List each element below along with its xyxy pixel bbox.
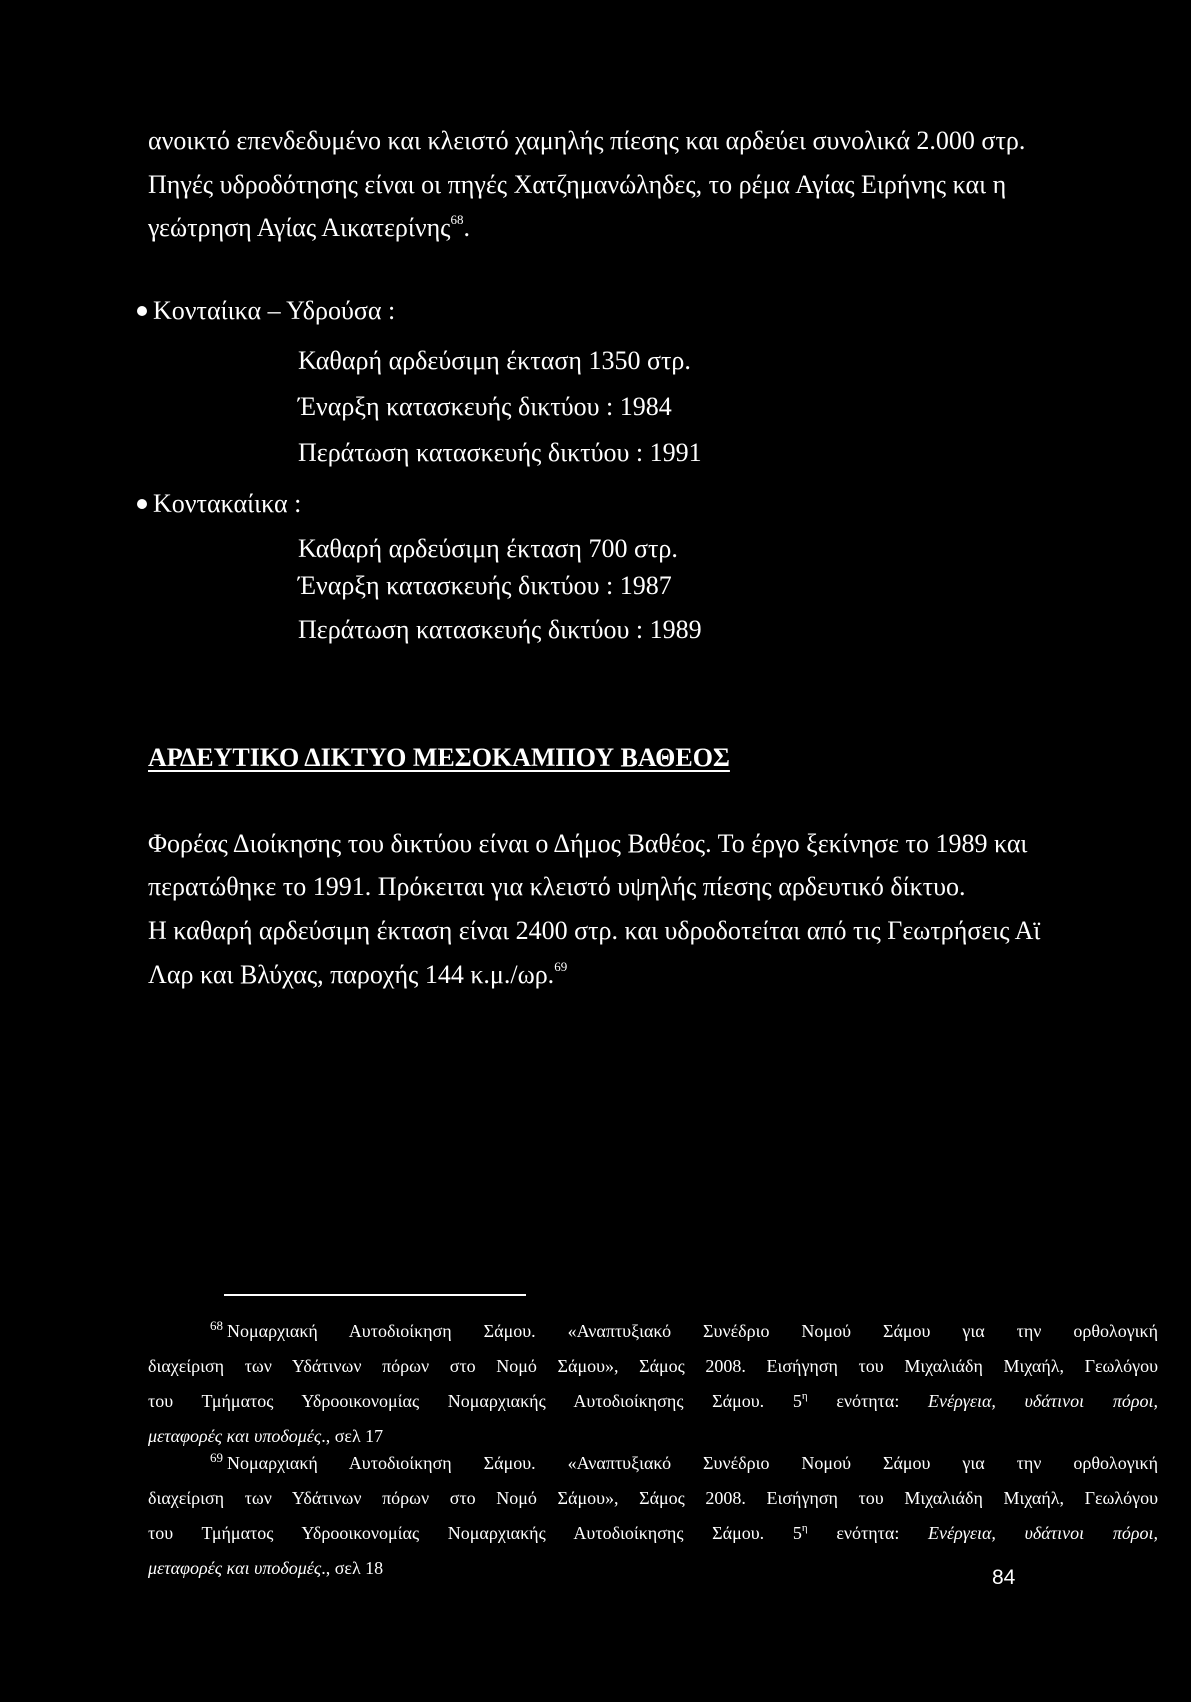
kontaiika-title-text: Κονταίικα – Υδρούσα :: [153, 296, 396, 325]
footnote-ref-68: 68: [450, 212, 464, 227]
section-line-3: Η καθαρή αρδεύσιμη έκταση είναι 2400 στρ. και υδροδοτείται από τις Γεωτρήσεις Αϊ: [148, 916, 1041, 945]
footnote-69-line-2: διαχείριση των Υδάτινων πόρων στο Νομό Σάμου», Σάμος 2008. Εισήγηση του Μιχαλιάδη Μιχαήλ, Γεωλόγου: [148, 1488, 1158, 1508]
section-line-4: [148, 960, 567, 990]
bullet-icon: [137, 306, 147, 316]
footnote-69-number: 69: [210, 1450, 223, 1465]
intro-line-3-end: .: [463, 213, 470, 242]
footnote-69-italic-3: Ενέργεια, υδάτινοι πόροι,: [928, 1523, 1158, 1543]
kontaiika-title: [137, 296, 395, 326]
footnote-68-number: 68: [210, 1318, 223, 1333]
intro-line-3-text: γεώτρηση Αγίας Αικατερίνης: [148, 213, 451, 242]
section-line-1: Φορέας Διοίκησης του δικτύου είναι ο Δήμος Βαθέος. Το έργο ξεκίνησε το 1989 και: [148, 829, 1028, 858]
footnote-69-text-3a: του Τμήματος Υδροοικονομίας Νομαρχιακής Αυτοδιοίκησης Σάμου. 5: [148, 1523, 802, 1543]
kontakaiika-title-text: Κοντακαίικα :: [153, 489, 302, 518]
footnote-69-italic-4: μεταφορές και υποδομές: [148, 1558, 322, 1578]
kontaiika-end: Περάτωση κατασκευής δικτύου : 1991: [298, 438, 702, 467]
kontaiika-area: Καθαρή αρδεύσιμη έκταση 1350 στρ.: [298, 346, 691, 375]
kontakaiika-end: Περάτωση κατασκευής δικτύου : 1989: [298, 615, 702, 644]
footnote-68-line-1: [148, 1320, 1158, 1342]
bullet-icon: [137, 499, 147, 509]
footnote-ref-69: 69: [554, 959, 568, 974]
footnote-separator: [224, 1294, 526, 1296]
section-heading: ΑΡΔΕΥΤΙΚΟ ΔΙΚΤΥΟ ΜΕΣΟΚΑΜΠΟΥ ΒΑΘΕΟΣ: [148, 743, 730, 772]
footnote-69-text-4: ., σελ 18: [321, 1558, 384, 1578]
footnote-68-text-3a: του Τμήματος Υδροοικονομίας Νομαρχιακής Αυτοδιοίκησης Σάμου. 5: [148, 1391, 802, 1411]
footnote-68-line-2: διαχείριση των Υδάτινων πόρων στο Νομό Σάμου», Σάμος 2008. Εισήγηση του Μιχαλιάδη Μιχαήλ, Γεωλόγου: [148, 1356, 1158, 1376]
intro-line-2: Πηγές υδροδότησης είναι οι πηγές Χατζημανώληδες, το ρέμα Αγίας Ειρήνης και η: [148, 170, 1007, 199]
footnote-69-sup: η: [801, 1522, 808, 1534]
section-line-4-text: Λαρ και Βλύχας, παροχής 144 κ.μ./ωρ.: [148, 960, 555, 989]
footnote-68-line-4: [148, 1425, 1158, 1447]
footnote-68-text-3b: ενότητα:: [807, 1391, 929, 1411]
page-number: 84: [992, 1566, 1016, 1589]
footnote-68-text-1: Νομαρχιακή Αυτοδιοίκηση Σάμου. «Αναπτυξιακό Συνέδριο Νομού Σάμου για την ορθολογική: [227, 1321, 1158, 1341]
footnote-68-italic-3: Ενέργεια, υδάτινοι πόροι,: [928, 1391, 1158, 1411]
footnote-68-text-4: ., σελ 17: [321, 1426, 384, 1446]
kontakaiika-area: Καθαρή αρδεύσιμη έκταση 700 στρ.: [298, 534, 678, 563]
kontakaiika-title: [137, 489, 301, 519]
footnote-68-italic-4: μεταφορές και υποδομές: [148, 1426, 322, 1446]
footnote-68-line-3: [148, 1390, 1158, 1412]
kontaiika-start: Έναρξη κατασκευής δικτύου : 1984: [298, 392, 672, 421]
intro-line-3: [148, 213, 470, 243]
section-line-2: περατώθηκε το 1991. Πρόκειται για κλειστό υψηλής πίεσης αρδευτικό δίκτυο.: [148, 872, 966, 901]
intro-line-1: ανοικτό επενδεδυμένο και κλειστό χαμηλής πίεσης και αρδεύει συνολικά 2.000 στρ.: [148, 126, 1026, 155]
footnote-69-text-1: Νομαρχιακή Αυτοδιοίκηση Σάμου. «Αναπτυξιακό Συνέδριο Νομού Σάμου για την ορθολογική: [227, 1453, 1158, 1473]
footnote-69-text-3b: ενότητα:: [807, 1523, 929, 1543]
footnote-69-line-1: [148, 1452, 1158, 1474]
kontakaiika-start: Έναρξη κατασκευής δικτύου : 1987: [298, 571, 672, 600]
footnote-69-line-3: [148, 1522, 1158, 1544]
footnote-68-sup: η: [801, 1390, 808, 1402]
